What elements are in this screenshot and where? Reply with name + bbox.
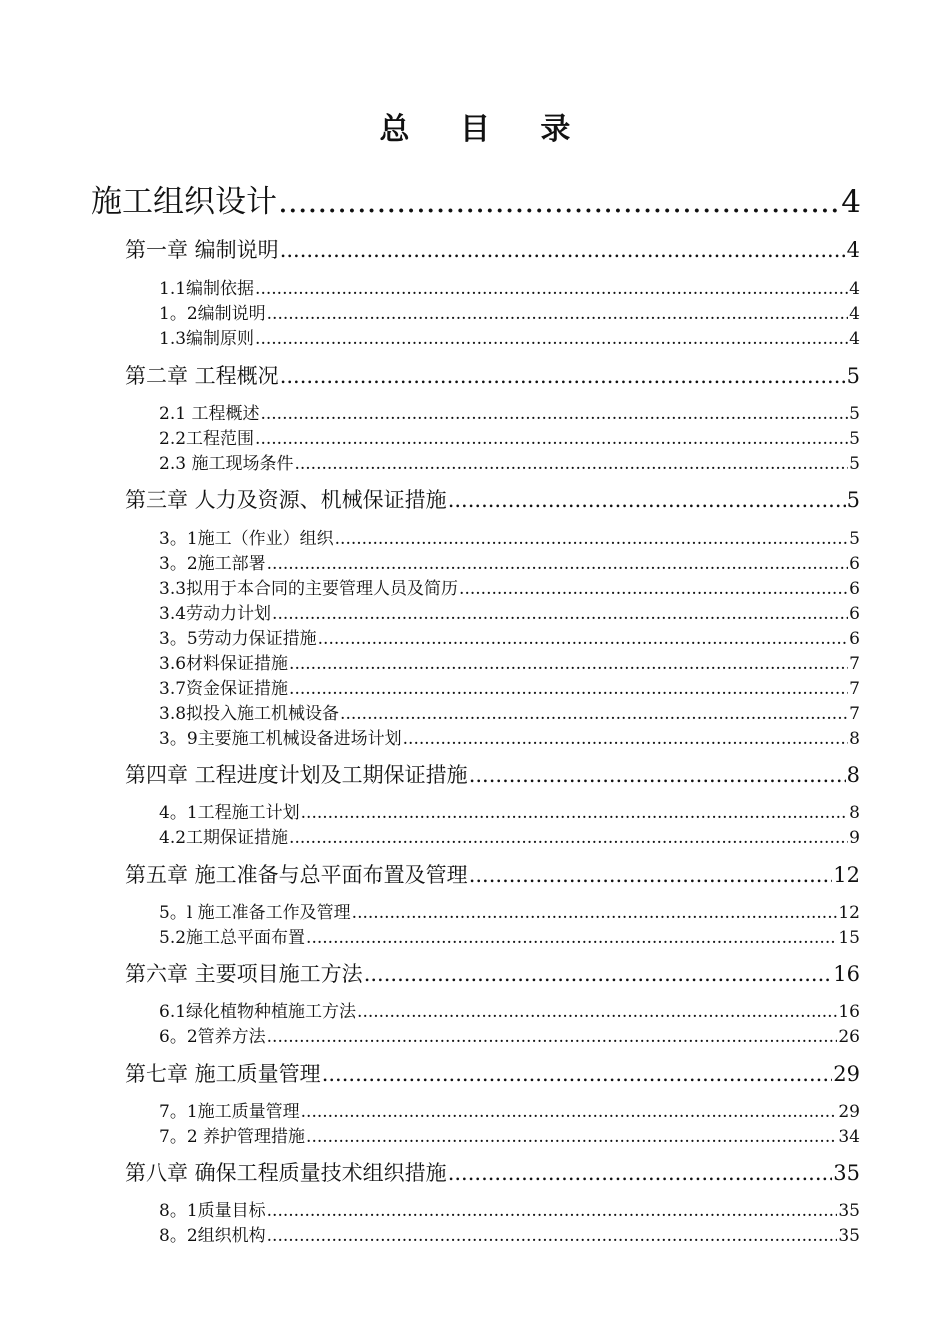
toc-entry-section [159,699,860,724]
toc-entry-section [159,299,860,324]
page-number: 35 [838,1201,860,1221]
entry-text: 第五章 施工准备与总平面布置及管理 [125,863,468,887]
page-number: 8 [846,763,860,787]
toc-entry-section [159,624,860,649]
page-number: 9 [849,828,860,848]
leader-dots [289,654,848,674]
page-number: 6 [849,629,860,649]
toc-entry-section [159,1221,860,1246]
leader-dots [255,279,848,299]
entry-text: 3.7资金保证措施 [159,679,289,699]
entry-text: 第一章 编制说明 [125,238,279,262]
entry-text: 5.2施工总平面布置 [159,928,306,948]
entry-text: 1.3编制原则 [159,329,255,349]
leader-dots [340,704,848,724]
entry-text: 6.1绿化植物种植施工方法 [159,1002,357,1022]
entry-text: 2.3 施工现场条件 [159,454,294,474]
entry-text: 3。9主要施工机械设备进场计划 [159,729,402,749]
toc-entry-chapter [125,234,860,264]
toc-entry-section [159,449,860,474]
leader-dots [469,763,846,787]
leader-dots [280,238,846,262]
leader-dots [448,1161,833,1185]
toc-entry-section [159,798,860,823]
page-number: 34 [838,1127,860,1147]
toc-entry-section [159,649,860,674]
leader-dots [289,828,848,848]
page-number: 5 [849,429,860,449]
page-number: 4 [846,238,860,262]
page-number: 16 [838,1002,860,1022]
page-number: 7 [849,679,860,699]
leader-dots [272,604,848,624]
entry-text: 第七章 施工质量管理 [125,1062,321,1086]
page-number: 5 [849,404,860,424]
entry-text: 施工组织设计 [91,184,277,220]
page-number: 6 [849,604,860,624]
leader-dots [352,903,838,923]
toc-entry-section [159,923,860,948]
page-number: 12 [833,863,860,887]
entry-text: 1.1编制依据 [159,279,255,299]
toc-entry-section [159,724,860,749]
entry-text: 第四章 工程进度计划及工期保证措施 [125,763,468,787]
page-number: 12 [838,903,860,923]
leader-dots [267,554,849,574]
toc-entry-section [159,524,860,549]
leader-dots [357,1002,837,1022]
leader-dots [306,1127,837,1147]
leader-dots [448,488,846,512]
page-number: 29 [838,1102,860,1122]
entry-text: 5。l 施工准备工作及管理 [159,903,351,923]
toc-entry-chapter [125,360,860,390]
leader-dots [267,1226,838,1246]
leader-dots [267,304,849,324]
page-number: 6 [849,579,860,599]
leader-dots [289,679,848,699]
page-number: 35 [833,1161,860,1185]
page-number: 4 [849,279,860,299]
leader-dots [459,579,848,599]
toc-entry-level0 [91,176,861,221]
toc-entry-chapter [125,1157,860,1187]
toc-entry-section [159,599,860,624]
entry-text: 4。1工程施工计划 [159,803,300,823]
leader-dots [469,863,833,887]
leader-dots [301,1102,838,1122]
toc-entry-chapter [125,958,860,988]
entry-text: 3.6材料保证措施 [159,654,289,674]
toc-entry-section [159,574,860,599]
page-number: 29 [833,1062,860,1086]
page-number: 35 [838,1226,860,1246]
entry-text: 2.1 工程概述 [159,404,260,424]
entry-text: 3.4劳动力计划 [159,604,272,624]
toc-entry-section [159,1122,860,1147]
entry-text: 3。5劳动力保证措施 [159,629,317,649]
page-number: 8 [849,729,860,749]
toc-entry-chapter [125,859,860,889]
toc-title: 总 目 录 [379,112,591,147]
toc-entry-section [159,1196,860,1221]
toc-entry-section [159,1022,860,1047]
leader-dots [255,329,848,349]
leader-dots [278,184,840,220]
toc-entry-section [159,324,860,349]
entry-text: 4.2工期保证措施 [159,828,289,848]
entry-text: 8。1质量目标 [159,1201,266,1221]
page-number: 8 [849,803,860,823]
toc-entry-section [159,823,860,848]
page-number: 7 [849,654,860,674]
page-number: 16 [833,962,860,986]
page-number: 4 [841,184,861,220]
entry-text: 3。2施工部署 [159,554,266,574]
entry-text: 7。1施工质量管理 [159,1102,300,1122]
entry-text: 第三章 人力及资源、机械保证措施 [125,488,447,512]
leader-dots [318,629,849,649]
page-number: 6 [849,554,860,574]
toc-entry-chapter [125,759,860,789]
entry-text: 1。2编制说明 [159,304,266,324]
leader-dots [322,1062,833,1086]
leader-dots [403,729,849,749]
toc-entry-section [159,399,860,424]
page-number: 4 [849,329,860,349]
page-number: 5 [846,488,860,512]
leader-dots [267,1201,838,1221]
toc-entry-section [159,424,860,449]
leader-dots [306,928,837,948]
entry-text: 3。1施工（作业）组织 [159,529,334,549]
leader-dots [267,1027,838,1047]
leader-dots [260,404,848,424]
leader-dots [294,454,848,474]
toc-entry-section [159,549,860,574]
page-number: 5 [849,454,860,474]
entry-text: 3.8拟投入施工机械设备 [159,704,340,724]
leader-dots [364,962,833,986]
entry-text: 8。2组织机构 [159,1226,266,1246]
leader-dots [280,364,846,388]
entry-text: 第八章 确保工程质量技术组织措施 [125,1161,447,1185]
toc-entry-section [159,674,860,699]
leader-dots [255,429,848,449]
entry-text: 第六章 主要项目施工方法 [125,962,363,986]
entry-text: 7。2 养护管理措施 [159,1127,306,1147]
toc-entry-chapter [125,1058,860,1088]
entry-text: 3.3拟用于本合同的主要管理人员及简历 [159,579,459,599]
leader-dots [301,803,849,823]
page-number: 4 [849,304,860,324]
entry-text: 6。2管养方法 [159,1027,266,1047]
page-number: 7 [849,704,860,724]
toc-entry-chapter [125,484,860,514]
toc-entry-section [159,1097,860,1122]
page-number: 5 [849,529,860,549]
entry-text: 第二章 工程概况 [125,364,279,388]
toc-entry-section [159,898,860,923]
page-number: 5 [846,364,860,388]
toc-entry-section [159,997,860,1022]
page-number: 26 [838,1027,860,1047]
page-number: 15 [838,928,860,948]
entry-text: 2.2工程范围 [159,429,255,449]
leader-dots [335,529,849,549]
toc-entry-section [159,274,860,299]
